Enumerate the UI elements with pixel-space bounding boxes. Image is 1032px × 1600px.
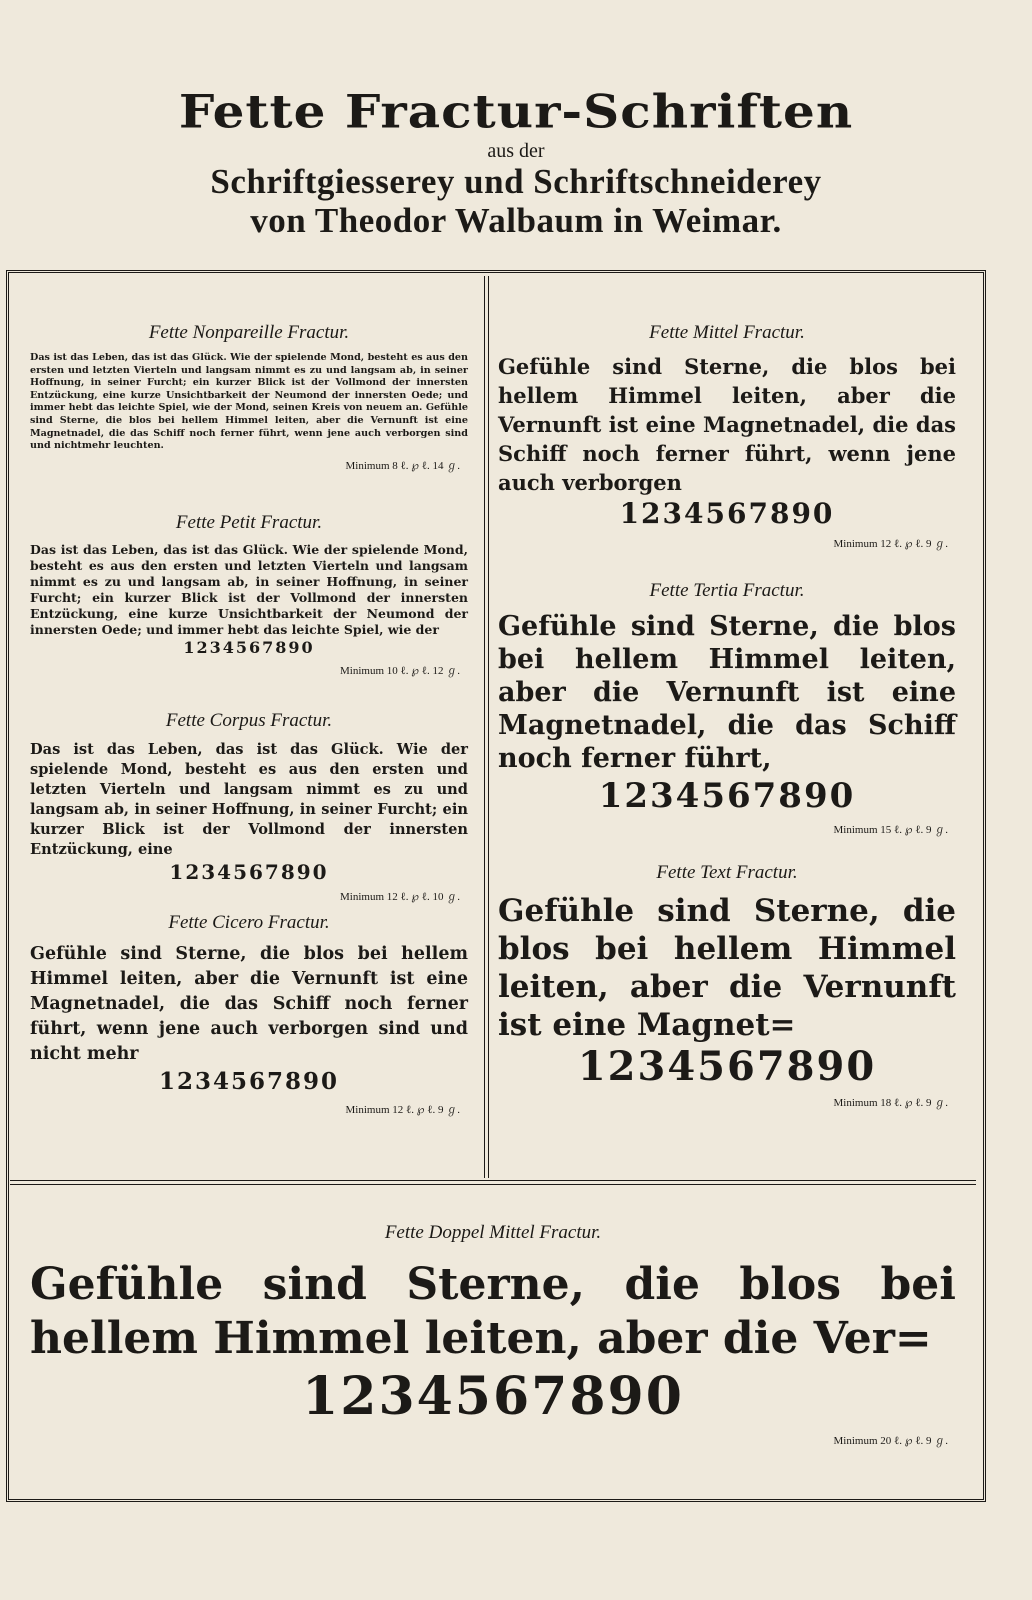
specimen-name: Fette Nonpareille Fractur. xyxy=(148,322,350,343)
specimen-minimum: Minimum 18 ℓ. ℘ ℓ. 9 ℊ. xyxy=(833,1097,948,1109)
page-header xyxy=(0,84,1032,240)
specimen-digits: 1234567890 xyxy=(169,860,329,884)
specimen-minimum: Minimum 15 ℓ. ℘ ℓ. 9 ℊ. xyxy=(833,824,948,836)
aus-der-text: aus der xyxy=(487,140,545,162)
specimen-sample-text: Das ist das Leben, das ist das Glück. Wie der spielende Mond, besteht es aus den ersten und letzten Vierteln und langsam nimmt es zu und langsam ab, in seiner Hoffnung, in seiner Furcht; ein kurzer Blick ist der Vollmond der innersten Entzückung, eine kurze Unsichtbarkeit der Neumond der innersten Oede; und immer hebt das leichte Spiel, wie der Mond, seinen Kreis von neuem an. Gefühle sind Sterne, die blos bei hellem Himmel leiten, aber die Vernunft ist eine Magnetnadel, die das Schiff noch ferner führt, wenn jene auch verborgen sind und nichtmehr leuchten. xyxy=(30,352,468,452)
specimen-digits: 1234567890 xyxy=(183,638,315,657)
specimen-sample-text: Gefühle sind Sterne, die blos bei hellem Himmel leiten, aber die Vernunft ist eine Magnetnadel, die das Schiff noch ferner führt, xyxy=(498,611,956,774)
specimen-cicero xyxy=(30,912,468,1117)
specimen-name: Fette Cicero Fractur. xyxy=(168,912,330,933)
foundry-location: von Theodor Walbaum in Weimar. xyxy=(250,201,782,240)
foundry-name: Schriftgiesserey und Schriftschneiderey xyxy=(210,162,822,201)
specimen-name: Fette Tertia Fractur. xyxy=(649,580,805,601)
specimen-name: Fette Petit Fractur. xyxy=(175,512,323,533)
specimen-nonpareille xyxy=(30,322,468,473)
specimen-sample-text: Das ist das Leben, das ist das Glück. Wie der spielende Mond, besteht es aus den ersten und letzten Vierteln und langsam nimmt es zu und langsam ab, in seiner Hoffnung, in seiner Furcht; ein kurzer Blick ist der Vollmond der innersten Entzückung, eine xyxy=(30,741,468,858)
specimen-sample-text: Gefühle sind Sterne, die blos bei hellem Himmel leiten, aber die Vernunft ist eine Magnetnadel, die das Schiff noch ferner führt, wenn jene auch verborgen xyxy=(498,354,956,495)
specimen-digits: 1234567890 xyxy=(598,776,856,816)
page-title: Fette Fractur-Schriften xyxy=(178,84,854,139)
specimen-name: Fette Doppel Mittel Fractur. xyxy=(384,1222,602,1243)
specimen-digits: 1234567890 xyxy=(577,1043,877,1090)
specimen-mittel xyxy=(498,322,956,551)
column-divider xyxy=(484,276,489,1178)
specimen-name: Fette Text Fractur. xyxy=(656,862,798,883)
specimen-doppel-mittel xyxy=(30,1222,956,1448)
specimen-sample-text: Das ist das Leben, das ist das Glück. Wie der spielende Mond, besteht es aus den ersten und letzten Vierteln und langsam nimmt es zu und langsam ab, in seiner Hoffnung, in seiner Furcht; ein kurzer Blick ist der Vollmond der innersten Entzückung, eine kurze Unsichtbarkeit der Neumond der innersten Oede; und immer hebt das leichte Spiel, wie der xyxy=(30,542,468,637)
specimen-sample-text: Gefühle sind Sterne, die blos bei hellem Himmel leiten, aber die Vernunft ist eine Magnet= xyxy=(498,893,956,1043)
specimen-minimum: Minimum 8 ℓ. ℘ ℓ. 14 ℊ. xyxy=(345,459,460,472)
specimen-minimum: Minimum 20 ℓ. ℘ ℓ. 9 ℊ. xyxy=(833,1435,948,1447)
specimen-text-fractur xyxy=(498,862,956,1110)
specimen-name: Fette Corpus Fractur. xyxy=(165,710,333,731)
specimen-sample-text: Gefühle sind Sterne, die blos bei hellem Himmel leiten, aber die Vernunft ist eine Magnetnadel, die das Schiff noch ferner führt, wenn jene auch verborgen sind und nicht mehr xyxy=(30,944,468,1064)
specimen-petit xyxy=(30,512,468,678)
specimen-name: Fette Mittel Fractur. xyxy=(649,322,805,343)
specimen-minimum: Minimum 10 ℓ. ℘ ℓ. 12 ℊ. xyxy=(340,665,460,677)
specimen-minimum: Minimum 12 ℓ. ℘ ℓ. 9 ℊ. xyxy=(833,538,948,550)
specimen-sample-text: Gefühle sind Sterne, die blos bei hellem Himmel leiten, aber die Ver= xyxy=(30,1259,956,1364)
specimen-digits: 1234567890 xyxy=(302,1366,684,1427)
specimen-corpus xyxy=(30,710,468,904)
specimen-digits: 1234567890 xyxy=(619,497,835,530)
specimen-minimum: Minimum 12 ℓ. ℘ ℓ. 10 ℊ. xyxy=(340,891,460,903)
row-divider xyxy=(10,1180,976,1185)
specimen-minimum: Minimum 12 ℓ. ℘ ℓ. 9 ℊ. xyxy=(345,1104,460,1116)
specimen-digits: 1234567890 xyxy=(158,1068,340,1095)
specimen-tertia xyxy=(498,580,956,837)
